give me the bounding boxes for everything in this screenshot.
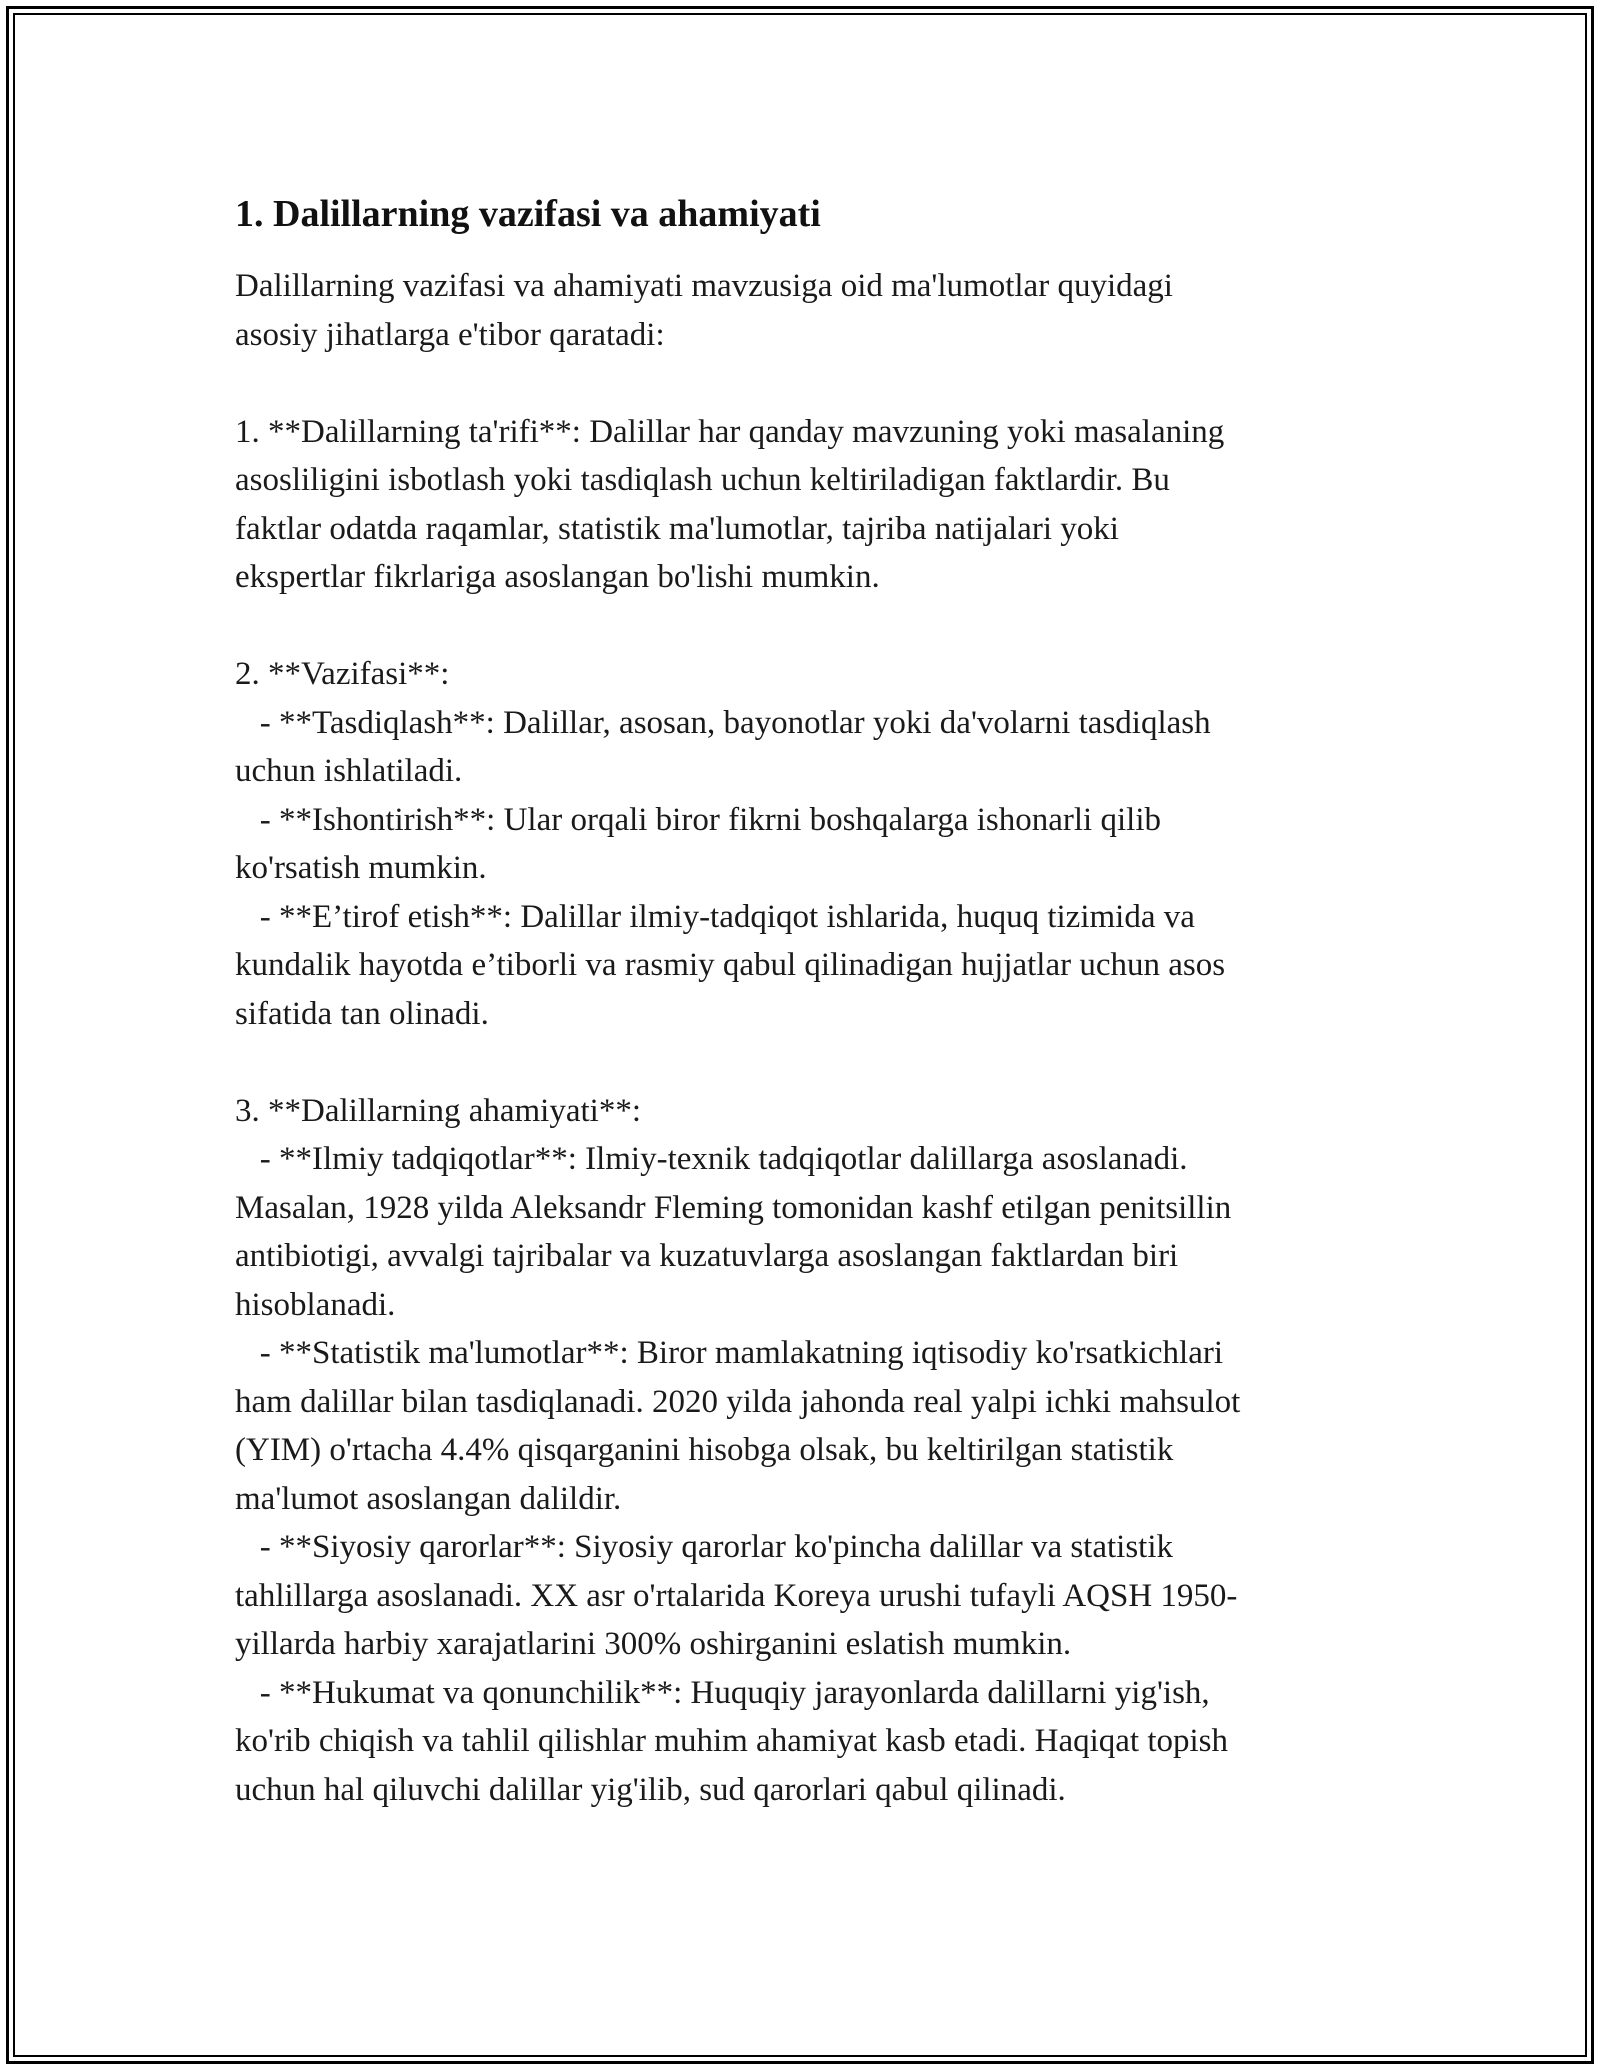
spacer	[235, 359, 1365, 408]
section-heading: 1. Dalillarning vazifasi va ahamiyati	[235, 193, 821, 235]
spacer	[235, 602, 1365, 651]
spacer	[235, 1038, 1365, 1087]
document-body	[235, 186, 1365, 1814]
intro-paragraph: Dalillarning vazifasi va ahamiyati mavzusiga oid ma'lumotlar quyidagi asosiy jihatlarga e'tibor qaratadi:	[235, 268, 1173, 353]
importance-list: 3. **Dalillarning ahamiyati**: - **Ilmiy tadqiqotlar**: Ilmiy-texnik tadqiqotlar dalillarga asoslanadi. Masalan, 1928 yilda Aleksandr Fleming tomonidan kashf etilgan penitsillin antibiotigi, avvalgi tajribalar va kuzatuvlarga asoslangan faktlardan biri hisoblanadi. - **Statistik ma'lumotlar**: Biror mamlakatning iqtisodiy ko'rsatkichlari ham dalillar bilan tasdiqlanadi. 2020 yilda jahonda real yalpi ichki mahsulot (YIM) o'rtacha 4.4% qisqarganini hisobga olsak, bu keltirilgan statistik ma'lumot asoslangan dalildir. - **Siyosiy qarorlar**: Siyosiy qarorlar ko'pincha dalillar va statistik tahlillarga asoslanadi. XX asr o'rtalarida Koreya urushi tufayli AQSH 1950- yillarda harbiy xarajatlarini 300% oshirganini eslatish mumkin. - **Hukumat va qonunchilik**: Huquqiy jarayonlarda dalillarni yig'ish, ko'rib chiqish va tahlil qilishlar muhim ahamiyat kasb etadi. Haqiqat topish uchun hal qiluvchi dalillar yig'ilib, sud qarorlari qabul qilinadi.	[235, 1092, 1241, 1808]
definition-paragraph: 1. **Dalillarning ta'rifi**: Dalillar har qanday mavzuning yoki masalaning asosliligini isbotlash yoki tasdiqlash uchun keltiriladigan faktlardir. Bu faktlar odatda raqamlar, statistik ma'lumotlar, tajriba natijalari yoki ekspertlar fikrlariga asoslangan bo'lishi mumkin.	[235, 413, 1225, 595]
function-list: 2. **Vazifasi**: - **Tasdiqlash**: Dalillar, asosan, bayonotlar yoki da'volarni tasdiqlash uchun ishlatiladi. - **Ishontirish**: Ular orqali biror fikrni boshqalarga ishonarli qilib ko'rsatish mumkin. - **E’tirof etish**: Dalillar ilmiy-tadqiqot ishlarida, huquq tizimida va kundalik hayotda e’tiborli va rasmiy qabul qilinadigan hujjatlar uchun asos sifatida tan olinadi.	[235, 656, 1226, 1032]
